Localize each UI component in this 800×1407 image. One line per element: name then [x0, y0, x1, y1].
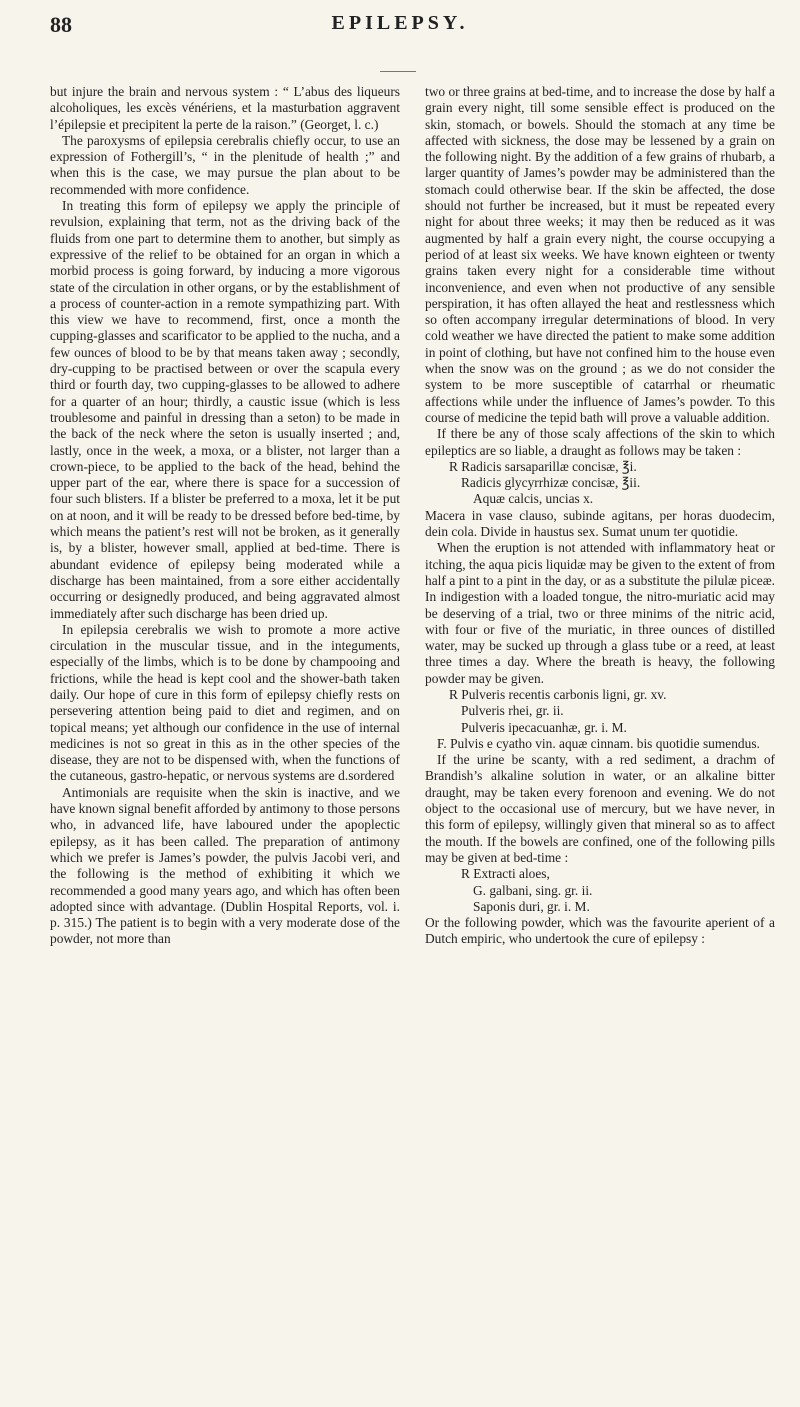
header-divider: [380, 71, 416, 72]
prescription-line: R Pulveris recentis carbonis ligni, gr. xv.: [449, 686, 667, 702]
paragraph: If the urine be scanty, with a red sediment, a drachm of Brandish’s alkaline solution in water, or an alkaline bitter draught, may be taken every forenoon and evening. We do not object to the occasional use of mercury, but we have never, in this form of epilepsy, willingly given that mineral so as to affect the mouth. If the bowels are confined, one of the following pills may be given at bed-time :: [425, 752, 775, 865]
paragraph: two or three grains at bed-time, and to increase the dose by half a grain every night, till some sensible effect is produced on the skin, stomach, or bowels. Should the stomach at any time be affected with sickness, the dose may be lessened by a grain on the following night. By the addition of a few grains of rhubarb, a larger quantity of James’s powder may be administered than the stomach could otherwise bear. If the skin be affected, the dose should not further be increased, but it must be repeated every night for about three weeks; it may then be reduced as it was augmented by half a grain every night, the course occupying a period of at least six weeks. We have known eighteen or twenty grains taken every night for a considerable time without inconvenience, and even when not productive of any sensible perspiration, it has often allayed the heat and restlessness which so often accompany irregular determinations of blood. In very cold weather we have directed the patient to make some addition in point of clothing, but have not confined him to the house even when the snow was on the ground ; as we do not consider the system to be more susceptible of catarrhal or rheumatic affections while under the influence of James’s powder. To this course of medicine the tepid bath will prove a valuable addition.: [425, 84, 775, 425]
paragraph: F. Pulvis e cyatho vin. aquæ cinnam. bis quotidie sumendus.: [437, 735, 760, 751]
prescription-line: Radicis glycyrrhizæ concisæ, ℥ii.: [461, 475, 641, 491]
prescription-line: Aquæ calcis, uncias x.: [473, 491, 594, 507]
page-number: 88: [50, 12, 72, 37]
paragraph: Antimonials are requisite when the skin is inactive, and we have known signal benefit afforded by antimony to those persons who, in advanced life, have laboured under the apoplectic epilepsy, as it has been called. The preparation of antimony which we prefer is James’s powder, the pulvis Jacobi veri, and the following is the method of exhibiting it which we recommended a good many years ago, and which has often been adopted since with advantage. (Dublin Hospital Reports, vol. i. p. 315.) The patient is to begin with a very moderate dose of the powder, not more than: [50, 784, 400, 947]
paragraph: The paroxysms of epilepsia cerebralis chiefly occur, to use an expression of Fothergill’s, “ in the plenitude of health ;” and when this is the case, we may pursue the plan about to be recommended with more confidence.: [50, 132, 400, 197]
page-header: [0, 12, 800, 42]
left-column: [50, 84, 400, 948]
prescription-line: R Extracti aloes,: [461, 866, 550, 882]
paragraph: In treating this form of epilepsy we apply the principle of revulsion, explaining that term, not as the driving back of the fluids from one part to determine them to another, but simply as expressive of the relief to be obtained for an organ in which a morbid process is going forward, by inducing a more vigorous state of the circulation in other organs, or by the establishment of a process of counter-action in a remote sympathizing part. With this view we have to recommend, first, once a month the cupping-glasses and scarificator to be applied to the nucha, and a few ounces of blood to be by that means taken away ; secondly, dry-cupping to be practised between or over the scapula every third or fourth day, two cupping-glasses to be allowed to adhere for a quarter of an hour; thirdly, a caustic issue (which is less troublesome and painful in dressing than a seton) to be made in the back of the neck where the seton is usually inserted ; and, lastly, once in the week, a moxa, or a blister, not larger than a crown-piece, to be applied to the back of the head, behind the upper part of the ear, where there is space for a succession of four such blisters. If a blister be preferred to a moxa, let it be put on at noon, and it will be ready to be dressed before bed-time, by which means the patient’s rest will not be broken, as it generally is, by a blister, however small, applied at bed-time. There is abundant evidence of epilepsy being moderated while a discharge has been maintained, from a sore either accidentally occurring or designedly produced, and being aggravated almost immediately after such discharge has been dried up.: [50, 198, 400, 621]
paragraph: but injure the brain and nervous system : “ L’abus des liqueurs alcoholiques, les excès vénériens, et la masturbation aggravent l’épilepsie et precipitent la perte de la raison.” (Georget, l. c.): [50, 84, 400, 132]
prescription-line: Saponis duri, gr. i. M.: [473, 898, 590, 914]
paragraph: In epilepsia cerebralis we wish to promote a more active circulation in the muscular tissue, and in the integuments, especially of the limbs, which is to be done by champooing and frictions, while the head is kept cool and the shower-bath taken daily. Our hope of cure in this form of epilepsy chiefly rests on persevering attention being paid to diet and regimen, and on topical means; yet although our confidence in the use of internal medicines is not so great in this as in the other species of the disease, they are not to be dispensed with, when the functions of the cutaneous, gastro-hepatic, or nervous systems are d.sordered: [50, 621, 400, 784]
prescription-line: R Radicis sarsaparillæ concisæ, ℥i.: [449, 458, 637, 474]
right-column: [425, 84, 775, 948]
paragraph: Or the following powder, which was the favourite aperient of a Dutch empiric, who undertook the cure of epilepsy :: [425, 915, 775, 947]
paragraph: Macera in vase clauso, subinde agitans, per horas duodecim, dein cola. Divide in haustus sex. Sumat unum ter quotidie.: [425, 507, 775, 540]
running-head: EPILEPSY.: [331, 12, 469, 34]
prescription-line: Pulveris rhei, gr. ii.: [461, 703, 564, 719]
prescription-line: G. galbani, sing. gr. ii.: [473, 882, 593, 898]
prescription-line: Pulveris ipecacuanhæ, gr. i. M.: [461, 719, 627, 735]
paragraph: When the eruption is not attended with inflammatory heat or itching, the aqua picis liquidæ may be given to the extent of from half a pint to a pint in the day, or as a substitute the pilulæ piceæ. In indigestion with a loaded tongue, the nitro-muriatic acid may be deserving of a trial, two or three minims of the nitric acid, with four or five of the muriatic, in three ounces of distilled water, may be sucked up through a glass tube or a reed, at least three times a day. Where the breath is heavy, the following powder may be given.: [425, 540, 775, 686]
paragraph: If there be any of those scaly affections of the skin to which epileptics are so liable, a draught as follows may be taken :: [425, 426, 775, 458]
